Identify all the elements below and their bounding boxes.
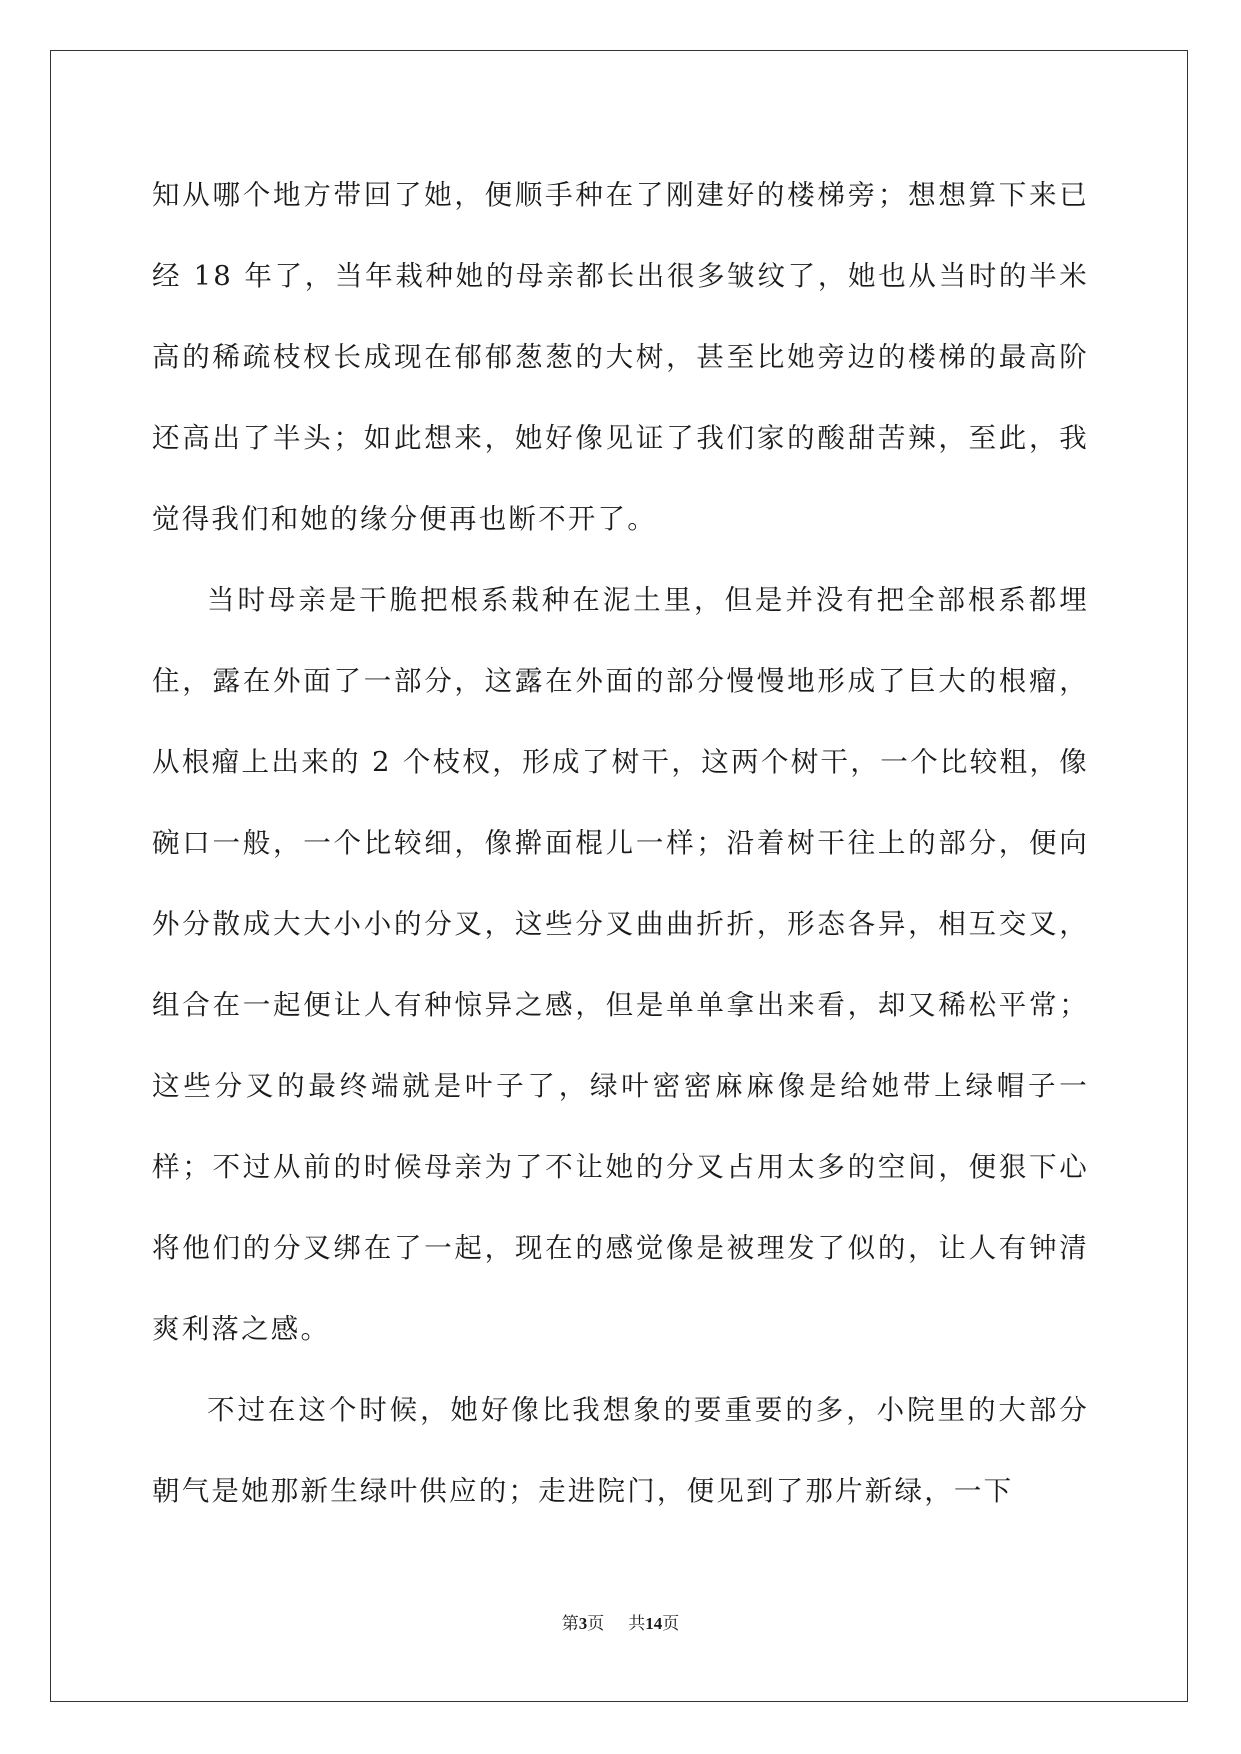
total-prefix: 共 [628,1614,646,1634]
page-footer [0,1612,1241,1636]
page-number: 3 [578,1614,588,1633]
page-prefix: 第 [561,1614,579,1634]
paragraph-3: 不过在这个时候，她好像比我想象的要重要的多，小院里的大部分朝气是她那新生绿叶供应的；走进院门，便见到了那片新绿，一下 [152,1394,1089,1507]
document-body [152,155,1089,1532]
total-pages: 14 [645,1614,663,1633]
paragraph-1: 知从哪个地方带回了她，便顺手种在了刚建好的楼梯旁；想想算下来已经 18 年了，当年栽种她的母亲都长出很多皱纹了，她也从当时的半米高的稀疏枝杈长成现在郁郁葱葱的大树，甚至比她旁边的楼梯的最高阶还高出了半头；如此想来，她好像见证了我们家的酸甜苦辣，至此，我觉得我们和她的缘分便再也断不开了。 [152,179,1089,535]
page-suffix: 页 [587,1614,605,1634]
total-suffix: 页 [662,1614,680,1634]
paragraph-2: 当时母亲是干脆把根系栽种在泥土里，但是并没有把全部根系都埋住，露在外面了一部分，这露在外面的部分慢慢地形成了巨大的根瘤，从根瘤上出来的 2 个枝杈，形成了树干，这两个树干，一个比较粗，像碗口一般，一个比较细，像擀面棍儿一样；沿着树干往上的部分，便向外分散成大大小小的分叉，这些分叉曲曲折折，形态各异，相互交叉，组合在一起便让人有种惊异之感，但是单单拿出来看，却又稀松平常；这些分叉的最终端就是叶子了，绿叶密密麻麻像是给她带上绿帽子一样；不过从前的时候母亲为了不让她的分叉占用太多的空间，便狠下心将他们的分叉绑在了一起，现在的感觉像是被理发了似的，让人有钟清爽利落之感。 [152,584,1089,1345]
